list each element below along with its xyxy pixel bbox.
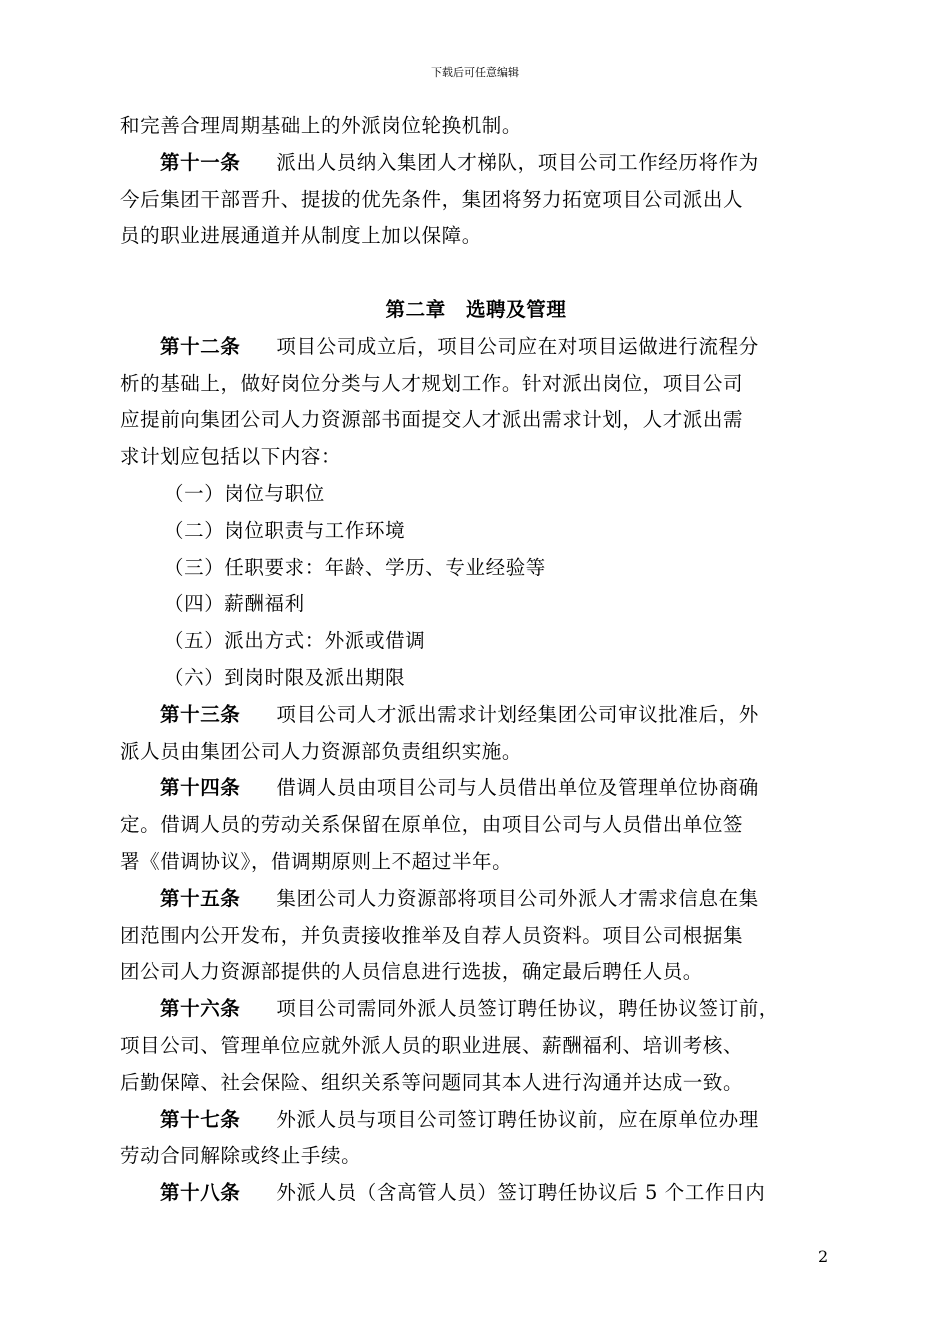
blank-line bbox=[120, 255, 832, 292]
article-heading: 第十一条 bbox=[160, 150, 241, 174]
chapter-heading: 第二章 选聘及管理 bbox=[385, 297, 567, 321]
line-text: 署《借调协议》，借调期原则上不超过半年。 bbox=[120, 849, 513, 873]
list-item: （一）岗位与职位 bbox=[164, 481, 325, 505]
line-text: 劳动合同解除或终止手续。 bbox=[120, 1144, 362, 1168]
article-heading: 第十五条 bbox=[160, 886, 241, 910]
line-text: 派人员由集团公司人力资源部负责组织实施。 bbox=[120, 739, 523, 763]
line-text: 项目公司、管理单位应就外派人员的职业进展、薪酬福利、培训考核、 bbox=[120, 1033, 744, 1057]
line-text: 派出人员纳入集团人才梯队，项目公司工作经历将作为 bbox=[276, 150, 759, 174]
paragraph-line bbox=[120, 807, 832, 844]
page-header-note: 下载后可任意编辑 bbox=[431, 66, 519, 79]
paragraph-line bbox=[120, 1065, 832, 1102]
line-text: 团公司人力资源部提供的人员信息进行选拔，确定最后聘任人员。 bbox=[120, 960, 703, 984]
paragraph-line bbox=[120, 402, 832, 439]
article-heading: 第十八条 bbox=[160, 1181, 241, 1205]
line-text: 员的职业进展通道并从制度上加以保障。 bbox=[120, 224, 482, 248]
article-heading: 第十七条 bbox=[160, 1107, 241, 1131]
article-heading: 第十三条 bbox=[160, 702, 241, 726]
line-text: 团范围内公开发布，并负责接收推举及自荐人员资料。项目公司根据集 bbox=[120, 923, 744, 947]
line-text: 应提前向集团公司人力资源部书面提交人才派出需求计划，人才派出需 bbox=[120, 408, 744, 432]
article-line bbox=[120, 697, 832, 734]
article-line bbox=[120, 145, 832, 182]
article-line bbox=[120, 770, 832, 807]
article-line bbox=[120, 991, 832, 1028]
paragraph-line bbox=[120, 366, 832, 403]
line-text: 集团公司人力资源部将项目公司外派人才需求信息在集 bbox=[276, 886, 759, 910]
paragraph-line bbox=[120, 734, 832, 771]
article-line bbox=[120, 329, 832, 366]
article-line bbox=[120, 1175, 832, 1212]
paragraph-line bbox=[120, 218, 832, 255]
paragraph-line bbox=[120, 182, 832, 219]
line-text: 项目公司成立后，项目公司应在对项目运做进行流程分 bbox=[276, 334, 759, 358]
list-item: （五）派出方式：外派或借调 bbox=[164, 629, 426, 653]
document-body bbox=[120, 108, 832, 1212]
line-text: 外派人员（含高管人员）签订聘任协议后 5 个工作日内 bbox=[276, 1181, 766, 1205]
page-number: 2 bbox=[818, 1247, 829, 1266]
line-text: 定。借调人员的劳动关系保留在原单位，由项目公司与人员借出单位签 bbox=[120, 813, 744, 837]
paragraph-line bbox=[120, 1138, 832, 1175]
article-heading: 第十六条 bbox=[160, 997, 241, 1021]
article-heading: 第十二条 bbox=[160, 334, 241, 358]
article-line bbox=[120, 1102, 832, 1139]
paragraph-line bbox=[120, 1028, 832, 1065]
line-text: 项目公司需同外派人员签订聘任协议，聘任协议签订前， bbox=[276, 997, 779, 1021]
line-text: 外派人员与项目公司签订聘任协议前，应在原单位办理 bbox=[276, 1107, 759, 1131]
line-text: 后勤保障、社会保险、组织关系等问题同其本人进行沟通并达成一致。 bbox=[120, 1070, 744, 1094]
list-item: （六）到岗时限及派出期限 bbox=[164, 665, 406, 689]
paragraph-line bbox=[120, 108, 832, 145]
list-item: （四）薪酬福利 bbox=[164, 592, 305, 616]
paragraph-line bbox=[120, 844, 832, 881]
line-text: 求计划应包括以下内容： bbox=[120, 445, 342, 469]
list-item: （二）岗位职责与工作环境 bbox=[164, 518, 406, 542]
paragraph-line bbox=[120, 954, 832, 991]
paragraph-line bbox=[120, 439, 832, 476]
line-text: 和完善合理周期基础上的外派岗位轮换机制。 bbox=[120, 114, 523, 137]
list-item: （三）任职要求：年龄、学历、专业经验等 bbox=[164, 555, 546, 579]
line-text: 析的基础上，做好岗位分类与人才规划工作。针对派出岗位，项目公司 bbox=[120, 371, 744, 395]
line-text: 今后集团干部晋升、提拔的优先条件，集团将努力拓宽项目公司派出人 bbox=[120, 187, 744, 211]
article-line bbox=[120, 881, 832, 918]
line-text: 项目公司人才派出需求计划经集团公司审议批准后，外 bbox=[276, 702, 759, 726]
line-text: 借调人员由项目公司与人员借出单位及管理单位协商确 bbox=[276, 776, 759, 800]
paragraph-line bbox=[120, 918, 832, 955]
article-heading: 第十四条 bbox=[160, 776, 241, 800]
